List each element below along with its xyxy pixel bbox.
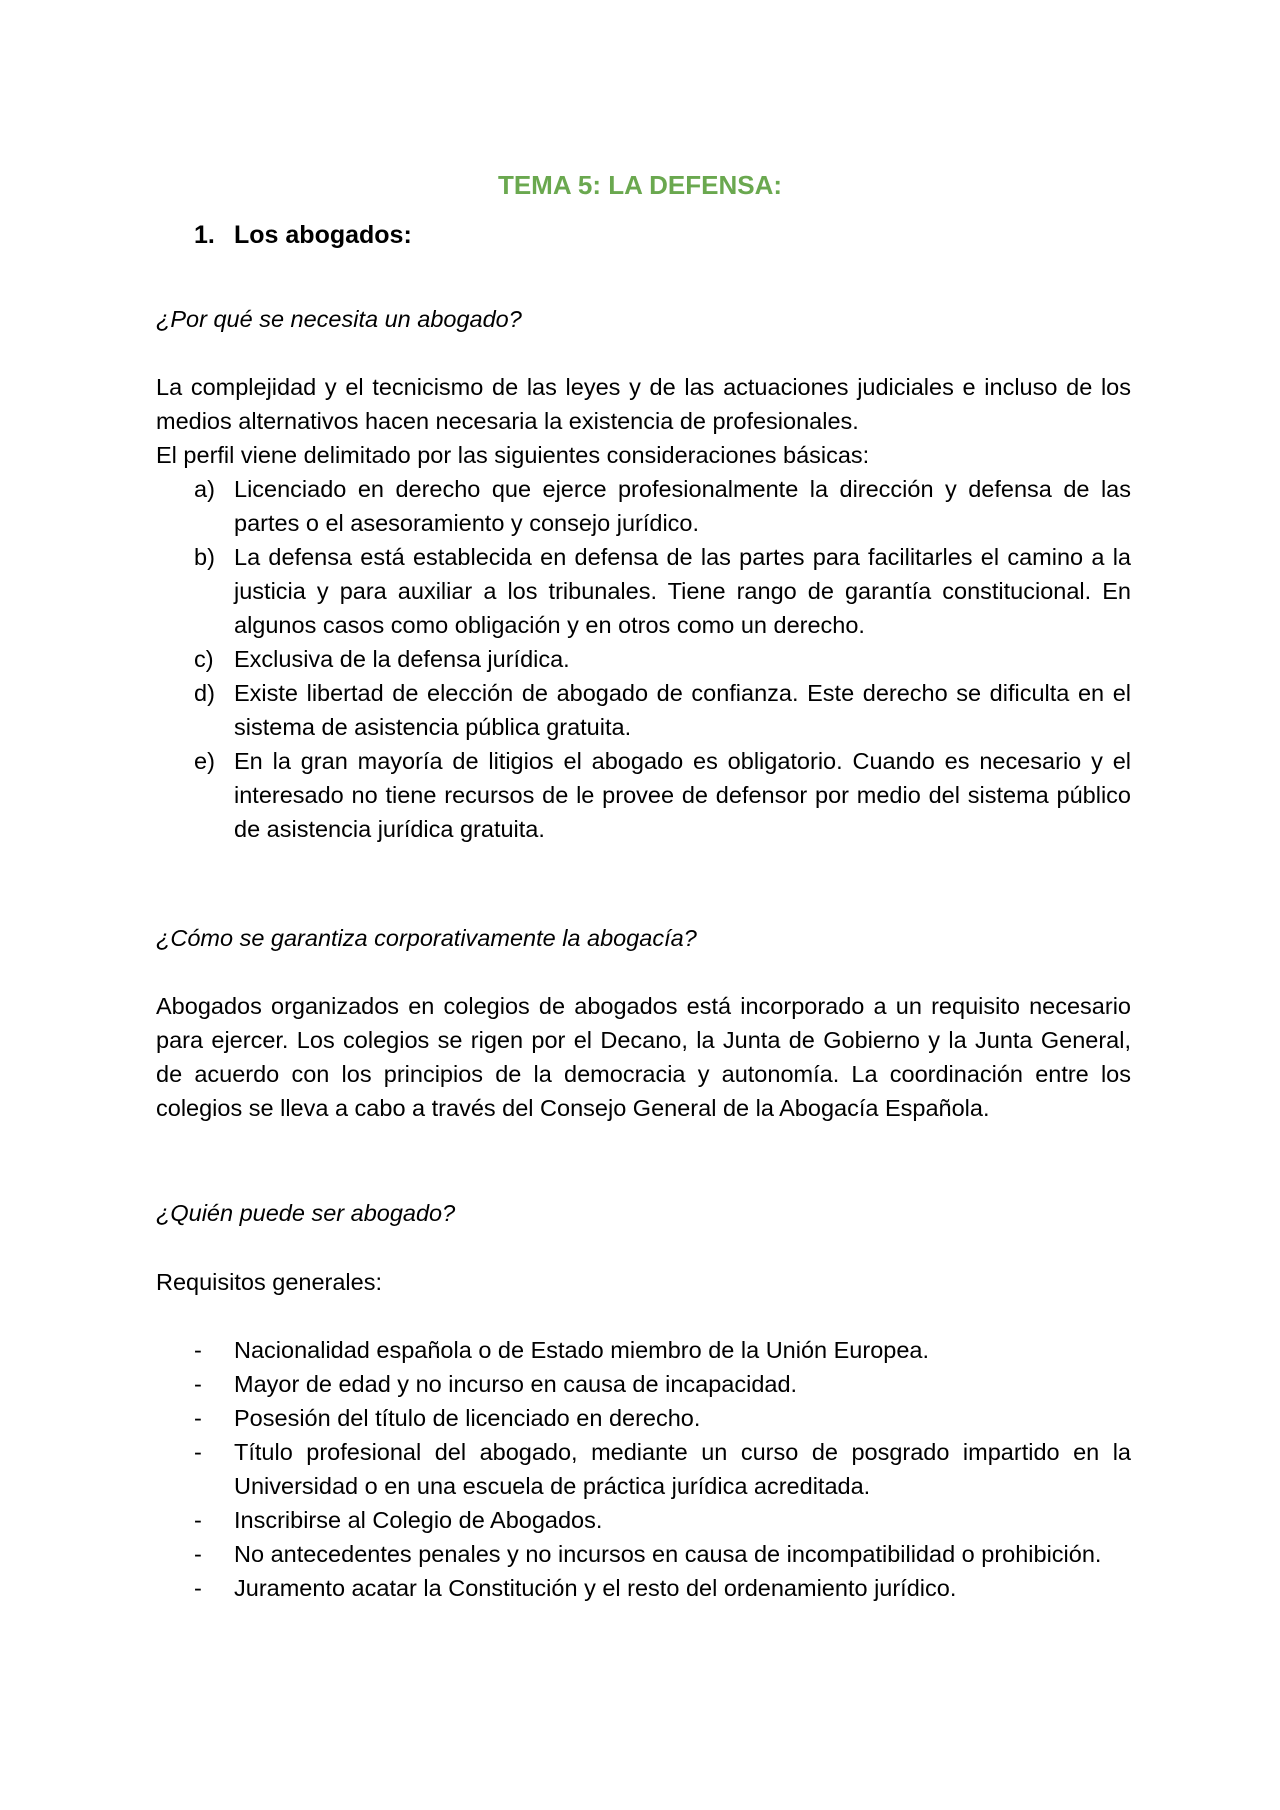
list-marker: - (194, 1575, 202, 1601)
list-item: - Mayor de edad y no incurso en causa de incapacidad. (156, 1367, 1131, 1401)
list-item: - No antecedentes penales y no incursos en causa de incompatibilidad o prohibición. (156, 1537, 1131, 1571)
section-number: 1. (194, 221, 215, 249)
list-marker: - (194, 1439, 202, 1465)
list-marker: - (194, 1541, 202, 1567)
list-item: - Juramento acatar la Constitución y el resto del ordenamiento jurídico. (156, 1571, 1131, 1605)
requirements-label: Requisitos generales: (156, 1269, 382, 1295)
question-why-lawyer: ¿Por qué se necesita un abogado? (156, 306, 522, 332)
profile-intro: El perfil viene delimitado por las siguientes consideraciones básicas: (156, 442, 870, 468)
list-marker: - (194, 1405, 202, 1431)
list-item: a) Licenciado en derecho que ejerce profesionalmente la dirección y defensa de las partes o el asesoramiento y consejo jurídico. (156, 472, 1131, 540)
intro-block (156, 370, 1131, 846)
list-marker: b) (194, 544, 215, 570)
list-marker: c) (194, 646, 214, 672)
page-title: TEMA 5: LA DEFENSA: (497, 170, 783, 200)
section-heading (194, 218, 412, 252)
section-label: Los abogados: (234, 221, 412, 249)
profile-list (156, 472, 1131, 846)
list-marker: e) (194, 748, 215, 774)
question-corporate-guarantee: ¿Cómo se garantiza corporativamente la abogacía? (156, 925, 697, 951)
list-item: - Posesión del título de licenciado en derecho. (156, 1401, 1131, 1435)
requirements-list (156, 1333, 1131, 1605)
question-who-can-be-lawyer: ¿Quién puede ser abogado? (156, 1200, 456, 1226)
list-item: - Inscribirse al Colegio de Abogados. (156, 1503, 1131, 1537)
list-item: b) La defensa está establecida en defensa de las partes para facilitarles el camino a la justicia y para auxiliar a los tribunales. Tiene rango de garantía constitucional. En algunos casos como obligación y en otros como un derecho. (156, 540, 1131, 642)
list-marker: - (194, 1507, 202, 1533)
list-marker: - (194, 1337, 202, 1363)
requirements-block (156, 1333, 1131, 1605)
list-item: e) En la gran mayoría de litigios el abogado es obligatorio. Cuando es necesario y el interesado no tiene recursos de le provee de defensor por medio del sistema público de asistencia jurídica gratuita. (156, 744, 1131, 846)
list-item: c) Exclusiva de la defensa jurídica. (156, 642, 1131, 676)
list-marker: d) (194, 680, 215, 706)
list-marker: - (194, 1371, 202, 1397)
list-item: - Nacionalidad española o de Estado miembro de la Unión Europea. (156, 1333, 1131, 1367)
list-marker: a) (194, 476, 215, 502)
list-item: - Título profesional del abogado, mediante un curso de posgrado impartido en la Universidad o en una escuela de práctica jurídica acreditada. (156, 1435, 1131, 1503)
list-item: d) Existe libertad de elección de abogado de confianza. Este derecho se dificulta en el sistema de asistencia pública gratuita. (156, 676, 1131, 744)
colegios-paragraph: Abogados organizados en colegios de abogados está incorporado a un requisito necesario para ejercer. Los colegios se rigen por el Decano, la Junta de Gobierno y la Junta General, de acuerdo con los principios de la democracia y autonomía. La coordinación entre los colegios se lleva a cabo a través del Consejo General de la Abogacía Española. (156, 993, 1131, 1121)
intro-paragraph: La complejidad y el tecnicismo de las leyes y de las actuaciones judiciales e incluso de los medios alternativos hacen necesaria la existencia de profesionales. (156, 374, 1131, 434)
